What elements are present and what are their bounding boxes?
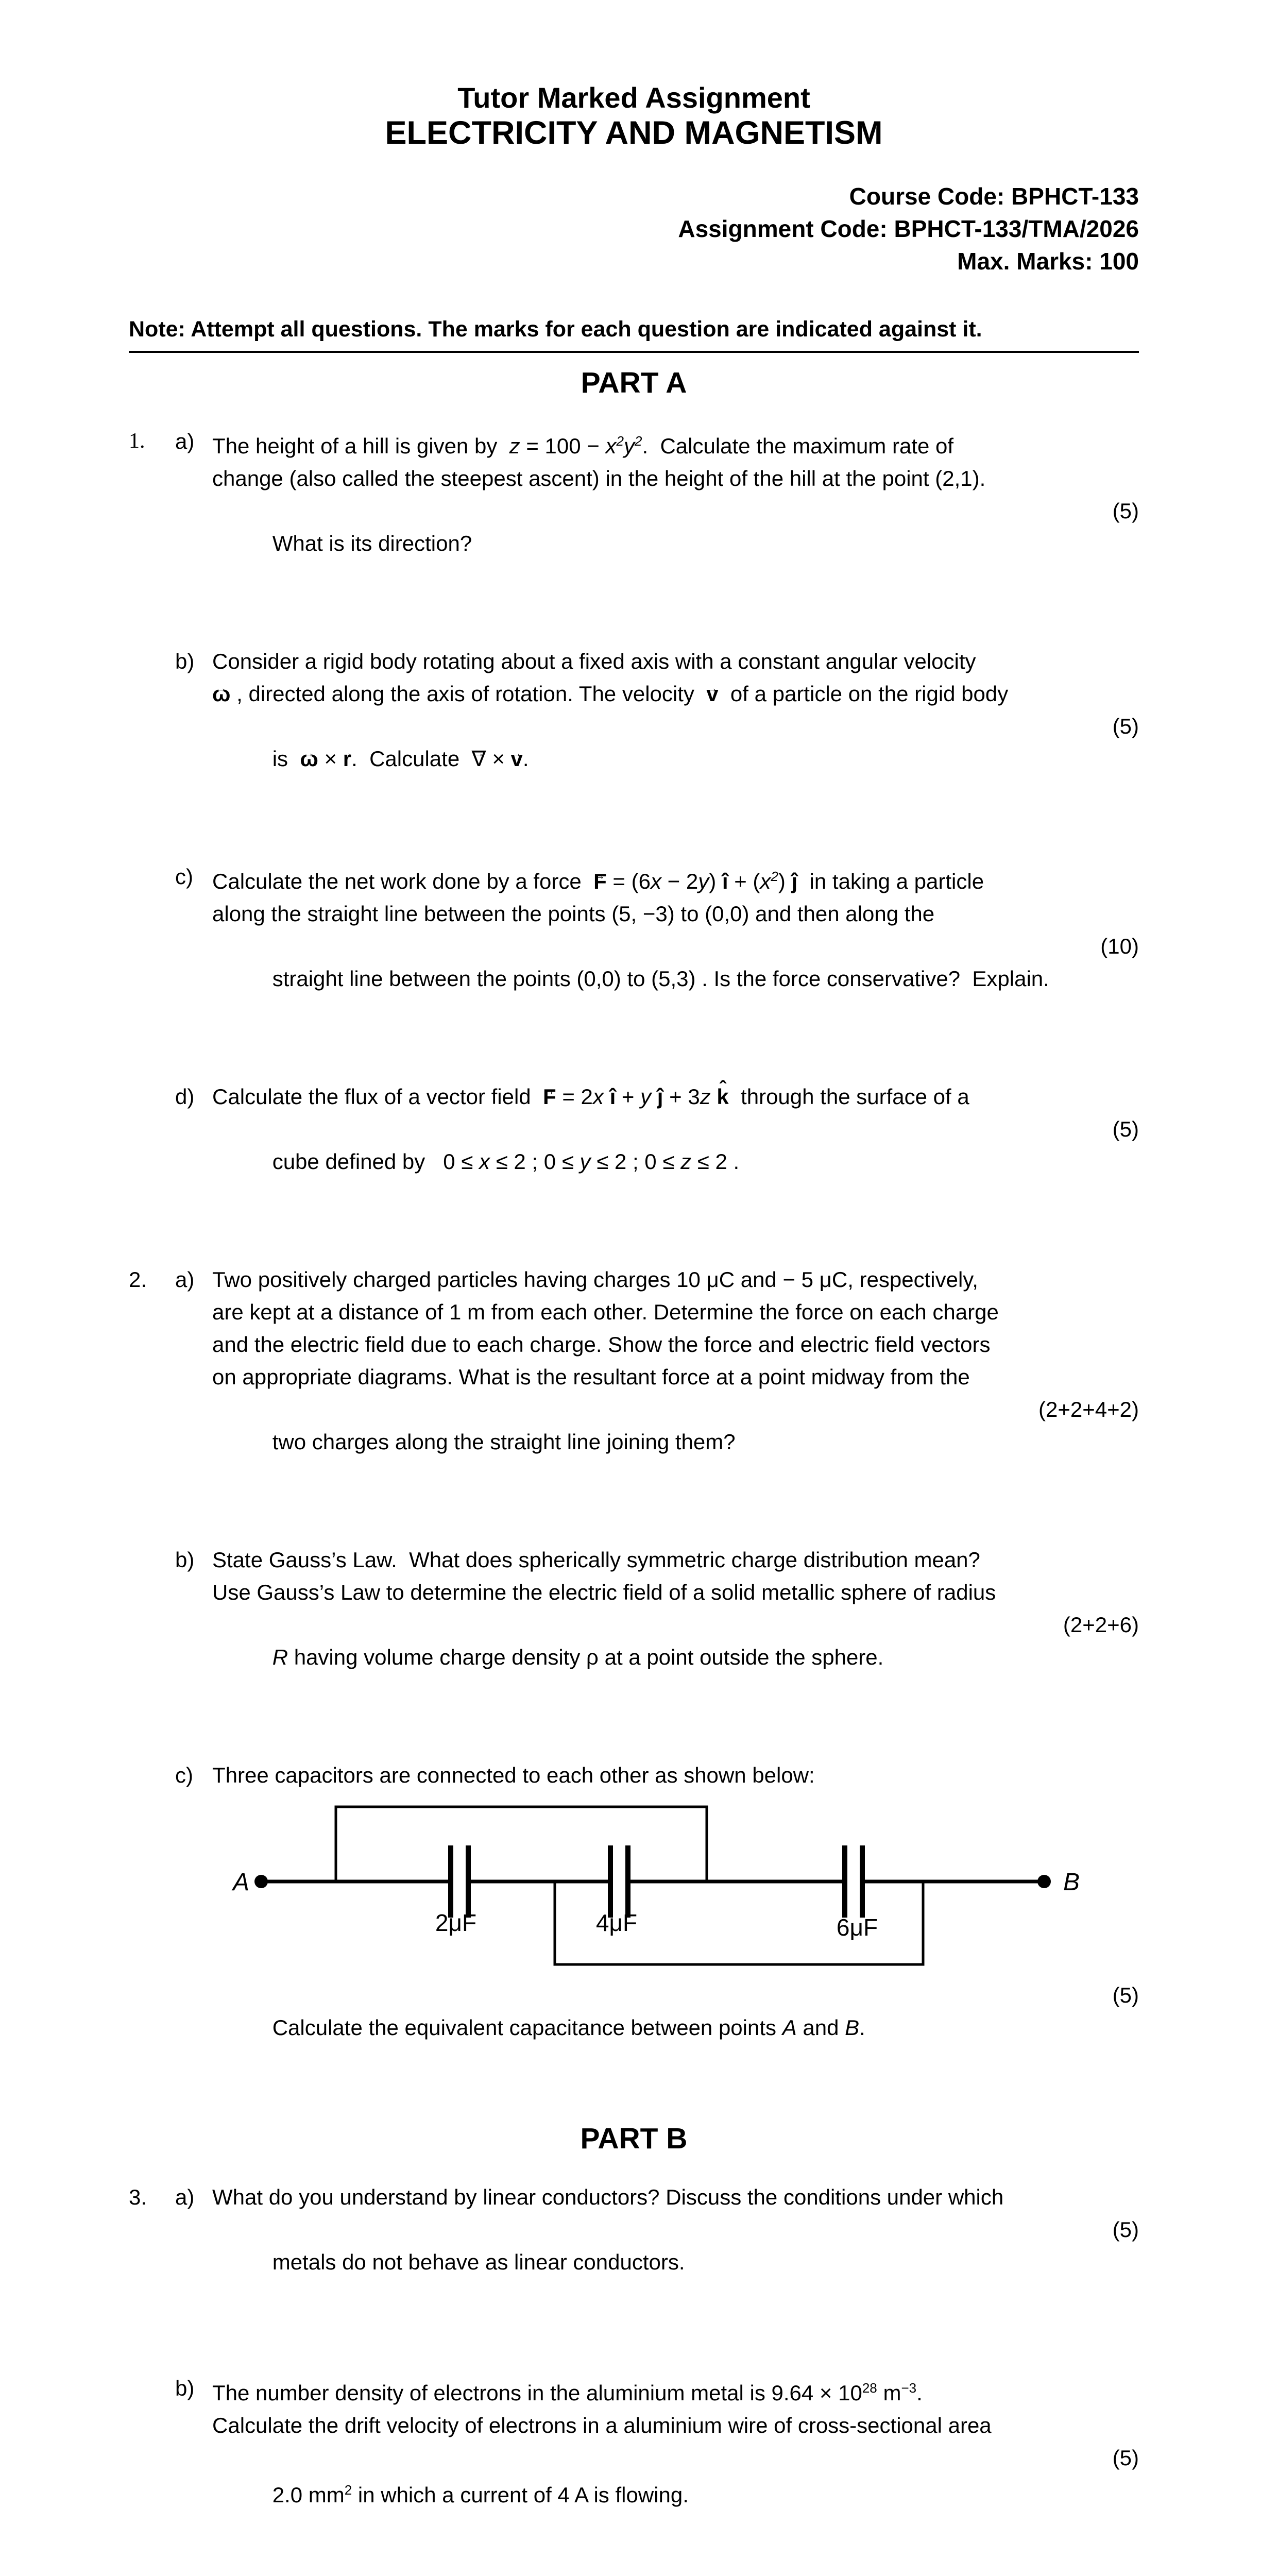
- question-number-spacer: [129, 1080, 175, 1243]
- question-line: Use Gauss’s Law to determine the electric field of a solid metallic sphere of radius: [212, 1580, 996, 1604]
- question-line: are kept at a distance of 1 m from each other. Determine the force on each charge: [212, 1300, 999, 1324]
- question-line: The height of a hill is given by $z = 100 - x^2y^2$. Calculate the maximum rate of: [212, 433, 954, 458]
- question-number: 1.: [129, 429, 145, 453]
- marks-badge: (5): [1112, 714, 1139, 738]
- marks-badge: (2+2+6): [1063, 1613, 1139, 1637]
- marks-badge: (5): [1112, 2446, 1139, 2470]
- question-line: [212, 710, 1139, 840]
- question-1c: [129, 860, 1139, 1060]
- document-subtitle: ELECTRICITY AND MAGNETISM: [385, 115, 883, 151]
- question-line: Calculate the flux of a vector field F → = 2x î + y ĵ + 3z k ˆ through the surface of a: [212, 1080, 1139, 1113]
- capacitor-6uf-plates: [845, 1845, 862, 1918]
- question-line-text: two charges along the straight line joining them?: [272, 1430, 736, 1454]
- question-2a: [129, 1263, 1139, 1523]
- question-number-spacer: [129, 1544, 175, 1738]
- capacitor-2uf-plates: [451, 1845, 468, 1918]
- max-marks: Max. Marks: 100: [957, 248, 1139, 275]
- question-line: [212, 1113, 1139, 1243]
- question-number-spacer: [129, 2372, 175, 2576]
- question-body: [212, 2181, 1139, 2343]
- question-line-text: straight line between the points (0,0) to (5,3) . Is the force conservative? Explain.: [272, 967, 1049, 991]
- question-number: 2.: [129, 1267, 147, 1292]
- assignment-code: Assignment Code: BPHCT-133/TMA/2026: [678, 215, 1139, 242]
- marks-badge: (2+2+4+2): [1038, 1397, 1139, 1421]
- question-line: on appropriate diagrams. What is the resultant force at a point midway from the: [212, 1365, 970, 1389]
- question-line: [212, 930, 1139, 1060]
- question-body: [212, 1080, 1139, 1243]
- part-letter: d): [175, 1084, 195, 1109]
- question-line-text: R having volume charge density ρ at a point outside the sphere.: [272, 1645, 884, 1669]
- terminal-a-dot: [254, 1875, 268, 1888]
- question-1d: [129, 1080, 1139, 1243]
- capacitor-4uf-plates: [610, 1845, 628, 1918]
- terminal-a-label: A: [232, 1869, 249, 1896]
- question-body: [212, 1544, 1139, 1738]
- question-line: [212, 2213, 1139, 2343]
- question-3b: [129, 2372, 1139, 2576]
- terminal-b-label: B: [1063, 1869, 1080, 1896]
- question-body: [212, 2372, 1139, 2576]
- question-line: ω → , directed along the axis of rotation. The velocity v → of a particle on the rigid body: [212, 677, 1139, 710]
- question-line: [212, 2442, 1139, 2576]
- question-body: [212, 645, 1139, 840]
- question-line-text: 2.0 $mm^2$ in which a current of 4 A is flowing.: [272, 2482, 689, 2507]
- question-line: Calculate the net work done by a force F → = (6x − 2y) î + $(x^2)$ ĵ in taking a particle: [212, 860, 1139, 897]
- question-body: [212, 425, 1139, 624]
- question-line: [212, 1608, 1139, 1738]
- part-letter: a): [175, 2185, 195, 2209]
- question-line-text: Calculate the equivalent capacitance between points A and B.: [272, 2015, 865, 2040]
- part-letter: b): [175, 1548, 195, 1572]
- question-number-spacer: [129, 860, 175, 1060]
- part-letter: b): [175, 649, 195, 673]
- capacitor-4uf-label: 4μF: [595, 1909, 638, 1936]
- question-line: What do you understand by linear conductors? Discuss the conditions under which: [212, 2185, 1004, 2209]
- question-line: change (also called the steepest ascent) in the height of the hill at the point (2,1).: [212, 466, 986, 490]
- question-line-text: cube defined by 0 ≤ x ≤ 2 ; 0 ≤ y ≤ 2 ; 0 ≤ z ≤ 2 .: [272, 1149, 740, 1174]
- question-number-spacer: [129, 1759, 175, 2109]
- capacitor-circuit-diagram: [207, 1801, 1139, 1971]
- question-1b: [129, 645, 1139, 840]
- capacitor-2uf-label: 2μF: [435, 1909, 477, 1936]
- marks-badge: (5): [1112, 1983, 1139, 2007]
- part-letter: b): [175, 2376, 195, 2400]
- circuit-svg: [207, 1801, 1083, 1971]
- question-line: along the straight line between the points (5, −3) to (0,0) and then along the: [212, 902, 935, 926]
- capacitor-6uf-label: 6μF: [836, 1914, 878, 1941]
- marks-badge: (5): [1112, 1117, 1139, 1141]
- question-line: [212, 495, 1139, 624]
- top-branch-wire: [336, 1807, 707, 1882]
- question-line: State Gauss’s Law. What does spherically symmetric charge distribution mean?: [212, 1548, 980, 1572]
- question-3a: [129, 2181, 1139, 2343]
- question-1a: [129, 425, 1139, 624]
- part-a-heading: PART A: [581, 366, 687, 399]
- part-letter: c): [175, 1763, 193, 1787]
- part-letter: c): [175, 865, 193, 889]
- course-code: Course Code: BPHCT-133: [849, 183, 1139, 210]
- question-line: Two positively charged particles having charges 10 μC and − 5 μC, respectively,: [212, 1267, 978, 1292]
- question-line: and the electric field due to each charge. Show the force and electric field vectors: [212, 1332, 991, 1357]
- terminal-b-dot: [1037, 1875, 1051, 1888]
- question-2c: [129, 1759, 1139, 2109]
- question-line-text: metals do not behave as linear conductors.: [272, 2250, 685, 2274]
- question-line-text: What is its direction?: [272, 531, 472, 555]
- question-number-spacer: [129, 645, 175, 840]
- question-line: Calculate the drift velocity of electrons in a aluminium wire of cross-sectional area: [212, 2413, 992, 2437]
- question-body: [212, 860, 1139, 1060]
- question-line: Consider a rigid body rotating about a fixed axis with a constant angular velocity: [212, 649, 976, 673]
- question-line: [212, 1393, 1139, 1523]
- question-2b: [129, 1544, 1139, 1738]
- part-b-heading: PART B: [580, 2122, 688, 2155]
- marks-badge: (5): [1112, 499, 1139, 523]
- marks-badge: (10): [1100, 934, 1139, 958]
- question-line: The number density of electrons in the aluminium metal is $9.64 \times 10^{28}$ $m^{-3}$.: [212, 2380, 923, 2405]
- part-letter: a): [175, 1267, 195, 1292]
- part-letter: a): [175, 429, 195, 453]
- question-body: [212, 1263, 1139, 1523]
- note-line: Note: Attempt all questions. The marks for each question are indicated against it.: [129, 316, 1139, 353]
- question-line: Three capacitors are connected to each other as shown below:: [212, 1763, 815, 1787]
- question-line: [212, 1979, 1139, 2109]
- question-body: [212, 1759, 1139, 2109]
- document-title: Tutor Marked Assignment: [457, 81, 810, 114]
- marks-badge: (5): [1112, 2217, 1139, 2242]
- question-number: 3.: [129, 2185, 147, 2209]
- question-line-text: is ω → × r →. Calculate ∇ → × v →.: [272, 747, 529, 771]
- course-info-block: [129, 180, 1139, 278]
